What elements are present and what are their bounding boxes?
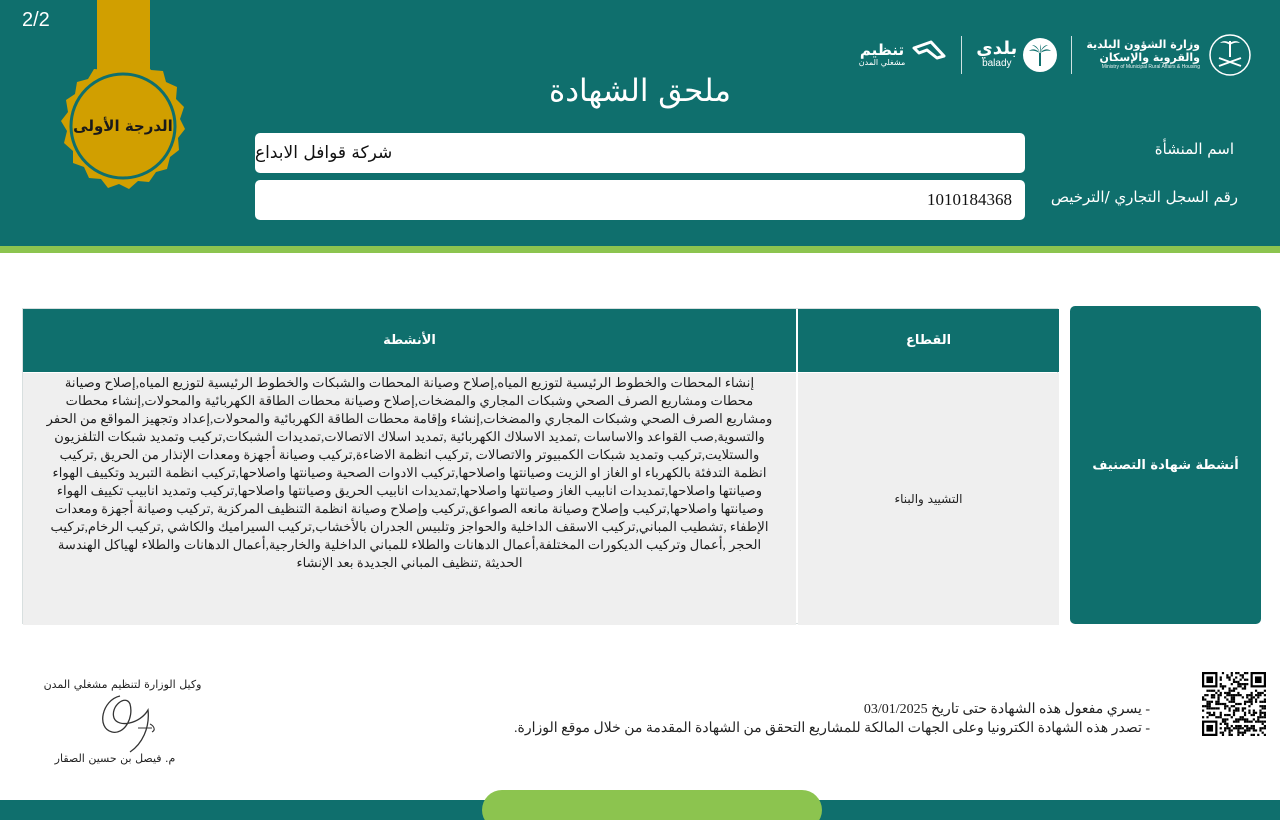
sector-cell: التشييد والبناء: [798, 373, 1059, 625]
logo-separator: [1071, 36, 1072, 74]
grade-badge-label: الدرجة الأولى: [73, 117, 173, 135]
baladi-logo: [976, 38, 1057, 72]
column-header-sector: القطاع: [798, 309, 1059, 372]
footer-pill: [482, 790, 822, 820]
signature-icon: [90, 688, 190, 758]
qr-code-icon[interactable]: [1202, 672, 1266, 736]
ministry-line2: والقروية والإسكان: [1099, 51, 1200, 65]
activities-text: إنشاء المحطات والخطوط الرئيسية لتوزيع المياه,إصلاح وصيانة المحطات والشبكات والخطوط الرئيسية لتوزيع المياه,إصلاح وصيانة محطات ومشاريع الصرف الصحي وشبكات المجاري والمضخات,إصلاح وصيانة محطات الطاقة الكهربائية والمحولات,إنشاء محطات ومشاريع الصرف الصحي وشبكات المجاري والمضخات,إنشاء وإقامة محطات الطاقة الكهربائية والمحولات,إعداد وتجهيز المواقع من الحفر والتسوية,صب القواعد والاساسات ,تمديد الاسلاك الكهربائية ,تمديد اسلاك الاتصالات,تمديدات الشبكات,تركيب وتمديد شبكات التلفزيون والستلايت,تركيب وتمديد شبكات الكمبيوتر والاتصالات ,تركيب انظمة الاضاءة,تركيب وصيانة أجهزة ومعدات الإنذار من الحريق ,تركيب انظمة التدفئة بالكهرباء او الغاز او الزيت وصيانتها واصلاحها,تركيب الادوات الصحية وصيانتها واصلاحها,تركيب انظمة التبريد وتكييف الهواء وصيانتها واصلاحها,تمديدات انابيب الغاز وصيانتها واصلاحها,تمديدات انابيب الحريق وصيانتها واصلاحها,تركيب وتمديد انابيب تكييف الهواء وصيانتها واصلاحها,تركيب وإصلاح وصيانة مانعه الصواعق,تركيب وإصلاح وصيانة انظمة التنظيف المركزية ,تركيب وصيانة أجهزة ومعدات الإطفاء ,تشطيب المباني,تركيب الاسقف الداخلية والحواجز وتلبيس الجدران بالأخشاب,تركيب السيراميك والكاشي ,تركيب الرخام,تركيب الحجر ,أعمال وتركيب الديكورات المختلفة,أعمال الدهانات والطلاء للمباني الداخلية والخارجية,أعمال الدهانات والطلاء لهياكل الهندسة الحديثة ,تنظيف المباني الجديدة بعد الإنشاء: [46, 375, 773, 570]
signatory-name: م. فيصل بن حسين الصقار: [54, 752, 176, 765]
cr-field: 1010184368: [255, 180, 1025, 220]
verification-note: - تصدر هذه الشهادة الكترونيا وعلى الجهات المالكة للمشاريع التحقق من الشهادة المقدمة من خلال موقع الوزارة.: [514, 721, 1150, 736]
signatory-title: وكيل الوزارة لتنظيم مشغلي المدن: [43, 678, 202, 691]
page-indicator: 2/2: [22, 9, 50, 31]
tanzeem-logo: [859, 40, 948, 70]
ministry-line1: وزارة الشؤون البلدية: [1086, 38, 1200, 52]
certificate-notes: [390, 700, 1150, 738]
column-header-activities: الأنشطة: [23, 309, 796, 372]
activities-table: [22, 308, 1058, 624]
saudi-emblem-icon: [1208, 33, 1252, 77]
logo-separator: [961, 36, 962, 74]
activities-cell: [23, 373, 796, 625]
tanzeem-sub: مشغلي المدن: [858, 57, 906, 67]
tanzeem-arrow-icon: [911, 40, 947, 70]
palm-icon: [1023, 38, 1057, 72]
ministry-logo: [1086, 33, 1252, 77]
ministry-english: Ministry of Municipal Rural Affairs & Housing: [1101, 63, 1200, 70]
classification-activities-title: أنشطة شهادة التصنيف: [1070, 306, 1261, 624]
validity-note: - يسري مفعول هذه الشهادة حتى تاريخ 03/01/2025: [863, 702, 1150, 717]
logos-bar: [859, 30, 1252, 80]
header-divider: [0, 246, 1280, 253]
baladi-name: بلدي: [976, 38, 1018, 60]
establishment-field: شركة قوافل الابداع: [255, 133, 1025, 173]
tanzeem-name: تنظيم: [859, 41, 905, 60]
establishment-label: اسم المنشأة: [1154, 140, 1234, 158]
cr-label: رقم السجل التجاري /الترخيص: [1050, 188, 1238, 206]
baladi-latin: balady: [982, 58, 1012, 70]
page-title: ملحق الشهادة: [548, 73, 732, 109]
